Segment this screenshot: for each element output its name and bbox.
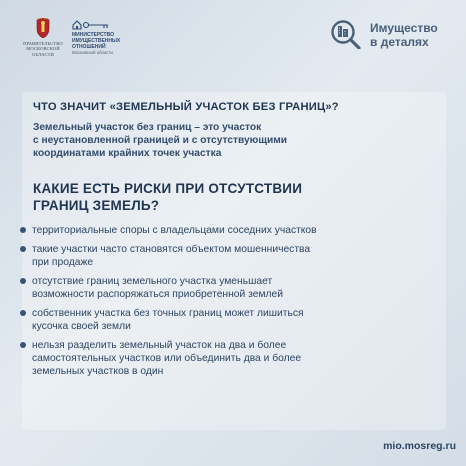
risk-3-line-1: отсутствие границ земельного участка уменьшает bbox=[32, 276, 273, 287]
bullet-dot-icon bbox=[20, 310, 26, 316]
government-line-2: МОСКОВСКОЙ bbox=[26, 46, 60, 52]
risk-list bbox=[20, 224, 440, 384]
header bbox=[0, 0, 466, 80]
list-item bbox=[20, 339, 440, 378]
risk-2-line-2: при продаже bbox=[32, 257, 94, 268]
answer-text bbox=[33, 121, 433, 160]
answer-line-3: координатами крайних точек участка bbox=[33, 148, 222, 159]
question-heading-2 bbox=[33, 180, 433, 214]
ministry-logo bbox=[72, 20, 152, 56]
risk-1-line-1: территориальные споры с владельцами соседних участков bbox=[32, 225, 317, 236]
ministry-region: Московской области bbox=[72, 50, 113, 56]
answer-line-1: Земельный участок без границ – это участок bbox=[33, 122, 262, 133]
answer-line-2: с неустановленной границей и с отсутствующими bbox=[33, 135, 288, 146]
risk-4-line-1: собственник участка без точных границ может лишиться bbox=[32, 308, 304, 319]
bullet-dot-icon bbox=[20, 246, 26, 252]
government-logo bbox=[22, 18, 64, 57]
bullet-dot-icon bbox=[20, 342, 26, 348]
risk-4-line-2: кусочка своей земли bbox=[32, 321, 131, 332]
list-item bbox=[20, 307, 440, 333]
brand-line-1: Имущество bbox=[370, 21, 438, 35]
brand-logo bbox=[330, 15, 460, 55]
question-2-line-2: ГРАНИЦ ЗЕМЕЛЬ? bbox=[33, 198, 160, 213]
government-name bbox=[22, 41, 64, 57]
ministry-line-1: МИНИСТЕРСТВО bbox=[72, 32, 114, 38]
ministry-name bbox=[72, 33, 152, 50]
ministry-line-3: ОТНОШЕНИЙ bbox=[72, 43, 106, 50]
brand-line-2: в деталях bbox=[370, 35, 429, 49]
risk-5-line-3: земельных участков в один bbox=[32, 366, 164, 377]
brand-name bbox=[370, 21, 438, 49]
list-item bbox=[20, 275, 440, 301]
building-magnifier-icon bbox=[330, 19, 362, 49]
house-key-icon bbox=[72, 20, 110, 30]
list-item bbox=[20, 243, 440, 269]
question-heading-1: ЧТО ЗНАЧИТ «ЗЕМЕЛЬНЫЙ УЧАСТОК БЕЗ ГРАНИЦ»? bbox=[33, 101, 339, 113]
coat-of-arms-icon bbox=[35, 18, 51, 38]
question-2-line-1: КАКИЕ ЕСТЬ РИСКИ ПРИ ОТСУТСТВИИ bbox=[33, 181, 303, 196]
risk-2-line-1: такие участки часто становятся объектом мошенничества bbox=[32, 244, 311, 255]
list-item bbox=[20, 224, 440, 237]
risk-5-line-1: нельзя разделить земельный участок на два и более bbox=[32, 340, 287, 351]
website-link[interactable]: mio.mosreg.ru bbox=[383, 440, 456, 452]
government-line-3: ОБЛАСТИ bbox=[32, 51, 54, 57]
bullet-dot-icon bbox=[20, 278, 26, 284]
government-line-1: ПРАВИТЕЛЬСТВО bbox=[23, 41, 63, 46]
ministry-line-2: ИМУЩЕСТВЕННЫХ bbox=[72, 37, 121, 44]
risk-3-line-2: возможности распоряжаться приобретенной землей bbox=[32, 289, 284, 300]
bullet-dot-icon bbox=[20, 227, 26, 233]
risk-5-line-2: самостоятельных участков или объединить два и более bbox=[32, 353, 302, 364]
